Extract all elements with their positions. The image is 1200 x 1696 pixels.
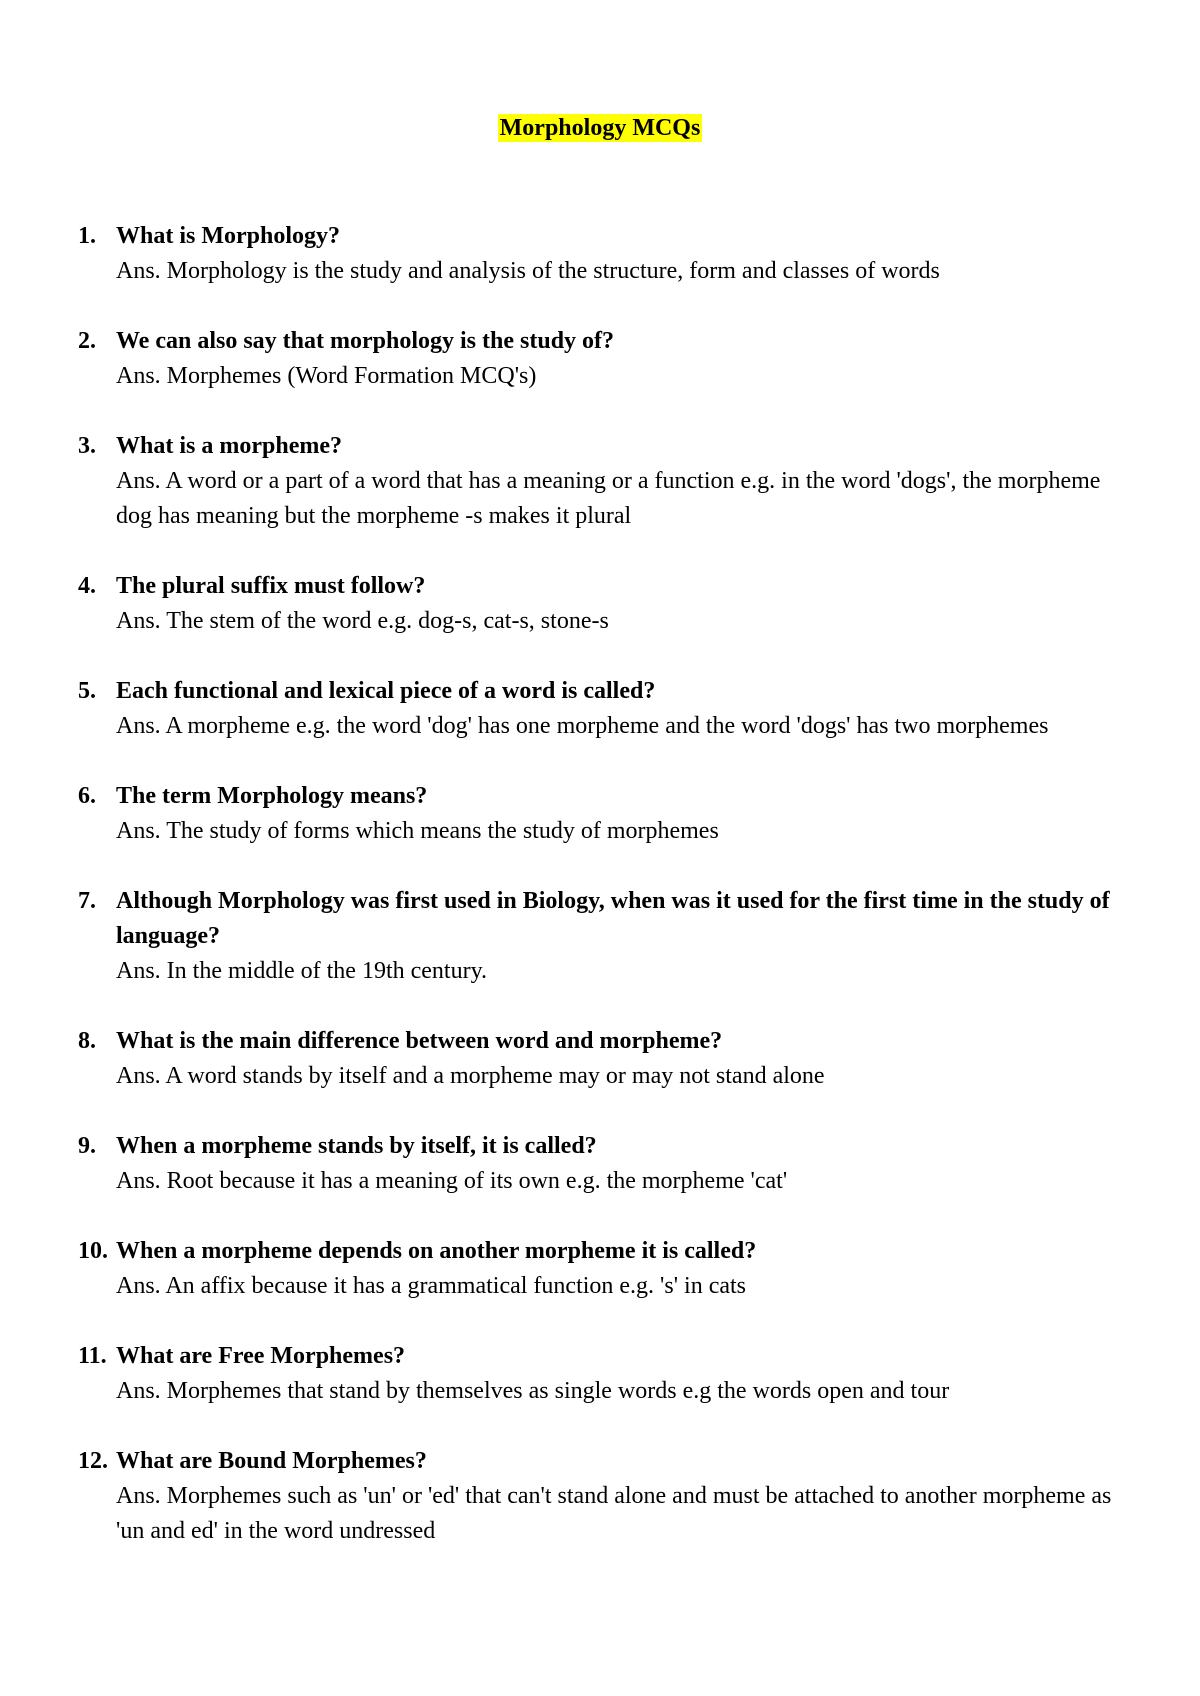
- list-item: [78, 324, 1128, 394]
- question-text: The plural suffix must follow?: [116, 573, 426, 599]
- title-container: [0, 114, 1200, 142]
- list-item: [78, 1444, 1128, 1549]
- question-text: What is the main difference between word and morpheme?: [116, 1028, 723, 1054]
- question-text: What are Bound Morphemes?: [116, 1448, 427, 1474]
- question-number: 3.: [78, 433, 96, 459]
- question-text: What are Free Morphemes?: [116, 1343, 406, 1369]
- list-item: [78, 219, 1128, 289]
- question-text: What is a morpheme?: [116, 433, 342, 459]
- question-list: [78, 219, 1128, 1549]
- question-text: When a morpheme depends on another morpheme it is called?: [116, 1238, 757, 1264]
- question-number: 8.: [78, 1028, 96, 1054]
- question-number: 10.: [78, 1238, 108, 1264]
- question-text: Although Morphology was first used in Biology, when was it used for the first time in the study of language?: [116, 888, 1110, 949]
- list-item: [78, 429, 1128, 534]
- answer-text: Ans. The study of forms which means the study of morphemes: [116, 818, 719, 844]
- question-number: 9.: [78, 1133, 96, 1159]
- list-item: [78, 674, 1128, 744]
- question-number: 7.: [78, 888, 96, 914]
- question-text: What is Morphology?: [116, 223, 341, 249]
- question-number: 2.: [78, 328, 96, 354]
- answer-text: Ans. An affix because it has a grammatical function e.g. 's' in cats: [116, 1273, 747, 1299]
- answer-text: Ans. Morphemes that stand by themselves as single words e.g the words open and tour: [116, 1378, 950, 1404]
- page-title: Morphology MCQs: [499, 115, 701, 141]
- list-item: [78, 1024, 1128, 1094]
- question-number: 11.: [78, 1343, 107, 1369]
- answer-text: Ans. A word or a part of a word that has a meaning or a function e.g. in the word 'dogs', the morpheme dog has meaning but the morpheme -s makes it plural: [116, 468, 1101, 529]
- list-item: [78, 1339, 1128, 1409]
- list-item: [78, 779, 1128, 849]
- question-number: 5.: [78, 678, 96, 704]
- answer-text: Ans. In the middle of the 19th century.: [116, 958, 488, 984]
- answer-text: Ans. Morphemes (Word Formation MCQ's): [116, 363, 537, 389]
- answer-text: Ans. The stem of the word e.g. dog-s, cat-s, stone-s: [116, 608, 609, 634]
- question-text: The term Morphology means?: [116, 783, 428, 809]
- question-number: 6.: [78, 783, 96, 809]
- answer-text: Ans. Root because it has a meaning of its own e.g. the morpheme 'cat': [116, 1168, 788, 1194]
- question-number: 12.: [78, 1448, 108, 1474]
- answer-text: Ans. A word stands by itself and a morpheme may or may not stand alone: [116, 1063, 825, 1089]
- answer-text: Ans. Morphemes such as 'un' or 'ed' that can't stand alone and must be attached to another morpheme as 'un and ed' in the word undressed: [116, 1483, 1112, 1544]
- list-item: [78, 1234, 1128, 1304]
- answer-text: Ans. A morpheme e.g. the word 'dog' has one morpheme and the word 'dogs' has two morphemes: [116, 713, 1049, 739]
- question-text: Each functional and lexical piece of a word is called?: [116, 678, 656, 704]
- list-item: [78, 1129, 1128, 1199]
- answer-text: Ans. Morphology is the study and analysis of the structure, form and classes of words: [116, 258, 940, 284]
- question-number: 1.: [78, 223, 96, 249]
- question-text: We can also say that morphology is the study of?: [116, 328, 615, 354]
- list-item: [78, 569, 1128, 639]
- question-number: 4.: [78, 573, 96, 599]
- list-item: [78, 884, 1128, 989]
- question-text: When a morpheme stands by itself, it is called?: [116, 1133, 597, 1159]
